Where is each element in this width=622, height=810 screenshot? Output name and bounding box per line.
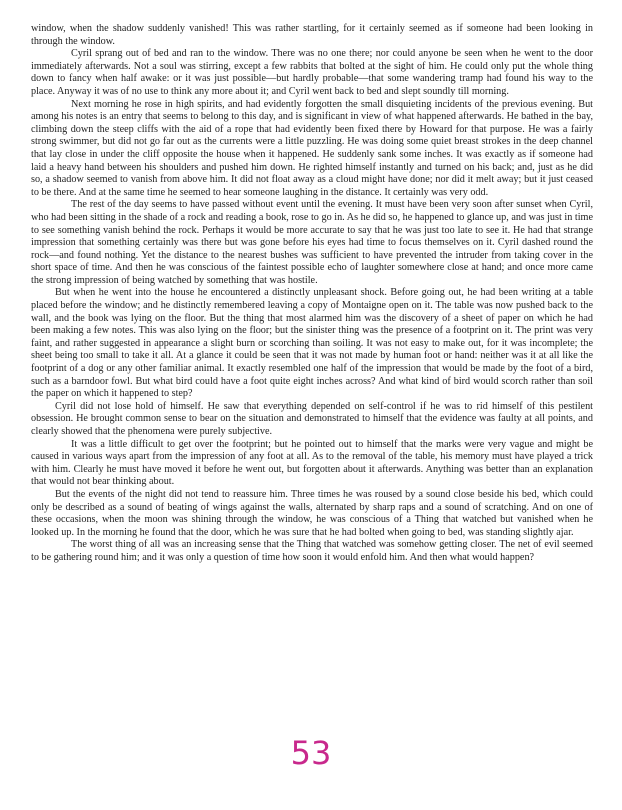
paragraph-3: Next morning he rose in high spirits, and had evidently forgotten the small disquieting incidents of the previous evening. But among his notes is an entry that seems to belong to this day, and is significant in view of what happened afterwards. He bathed in the bay, climbing down the steep cliffs with the aid of a rope that had evidently been fixed there by Howard for that purpose. He was a fairly strong swimmer, but did not go far out as the currents were a little puzzling. He was doing some quiet breast strokes in the deep channel that lay close in under the cliff opposite the house when it happened. He suddenly sank some inches. It was exactly as if someone had laid a heavy hand between his shoulders and pushed him down. He righted himself instantly and turned on his back; and, just as he did so, a shadow seemed to vanish from above him. It did not float away as a cloud might have done; nor did it melt away; but it just ceased to be there. And at the same time he seemed to hear someone laughing in the distance. It certainly was very odd. [31, 98, 593, 198]
paragraph-2: Cyril sprang out of bed and ran to the window. There was no one there; nor could anyone be seen when he went to the door immediately afterwards. Not a soul was stirring, except a few rabbits that bolted at the sight of him. He could only put the whole thing down to fancy when half awake: or it was just possible—but hardly probable—that some wandering tramp had found his way to the place. Anyway it was of no use to think any more about it; and Cyril went back to bed and slept soundly till morning. [31, 48, 593, 97]
paragraph-9: The worst thing of all was an increasing sense that the Thing that watched was somehow getting closer. The net of evil seemed to be gathering round him; and it was only a question of time how soon it would enfold him. And then what would happen? [31, 539, 593, 563]
paragraph-8: But the events of the night did not tend to reassure him. Three times he was roused by a sound close beside his bed, which could only be described as a sound of beating of wings against the walls, alternated by sharp raps and a sound of scratching. And on one of these occasions, when the moon was shining through the window, he was conscious of a Thing that watched but vanished when he looked up. In the morning he found that the door, which he was sure that he had bolted when going to bed, was standing slightly ajar. [31, 488, 593, 538]
paragraph-1: window, when the shadow suddenly vanished! This was rather startling, for it certainly seemed as if someone had been looking in through the window. [31, 23, 593, 47]
paragraph-7: It was a little difficult to get over the footprint; but he pointed out to himself that the marks were very vague and might be caused in various ways apart from the impression of any foot at all. As to the removal of the table, his memory must have played a trick with him. Clearly he must have moved it before he went out, but forgotten about it afterwards. Anything was better than an explanation that would not bear thinking about. [31, 438, 593, 488]
paragraph-5: But when he went into the house he encountered a distinctly unpleasant shock. Before going out, he had been writing at a table placed before the window; and he distinctly remembered leaving a copy of Montaigne open on it. The table was now pushed back to the wall, and the book was lying on the floor. But the thing that most alarmed him was the discovery of a sheet of paper on which he had been making a few notes. This was also lying on the floor; but the sinister thing was the presence of a footprint on it. The print was very faint, and rather suggested in appearance a slight burn or scorching than soiling. It was not easy to make out, for it was incomplete; the sheet being too small to take it all. At a glance it could be seen that it was not made by human foot or hand: neither was it at all like the footprint of a dog or any other familiar animal. It exactly resembled one half of the impression that would be made by the foot of a bird, such as a barndoor fowl. But what bird could have a foot quite eight inches across? And what kind of bird would scorch rather than soil the paper on which it happened to step? [31, 287, 593, 400]
page-body-text [31, 23, 593, 565]
paragraph-6: Cyril did not lose hold of himself. He saw that everything depended on self-control if he was to rid himself of this pestilent obsession. He brought common sense to bear on the situation and demonstrated to himself that the evidence was faulty at all points, and clearly showed that the phenomena were purely subjective. [31, 400, 593, 437]
page-number: 53 [290, 734, 332, 772]
paragraph-4: The rest of the day seems to have passed without event until the evening. It must have been very soon after sunset when Cyril, who had been sitting in the shade of a rock and reading a book, rose to go in. As he did so, he happened to glance up, and was just in time to see something vanish behind the rock. Perhaps it would be more accurate to say that he was just too late to see it. He had that strange impression that something certainly was there but was gone before his eyes had time to focus themselves on it. Cyril dashed round the rock—and found nothing. Yet the distance to the nearest bushes was sufficient to have prevented the intruder from taking cover in the short space of time. And then he was conscious of the faintest possible echo of laughter somewhere close at hand; and once more came the strong impression of being watched by something that was hostile. [31, 199, 593, 286]
